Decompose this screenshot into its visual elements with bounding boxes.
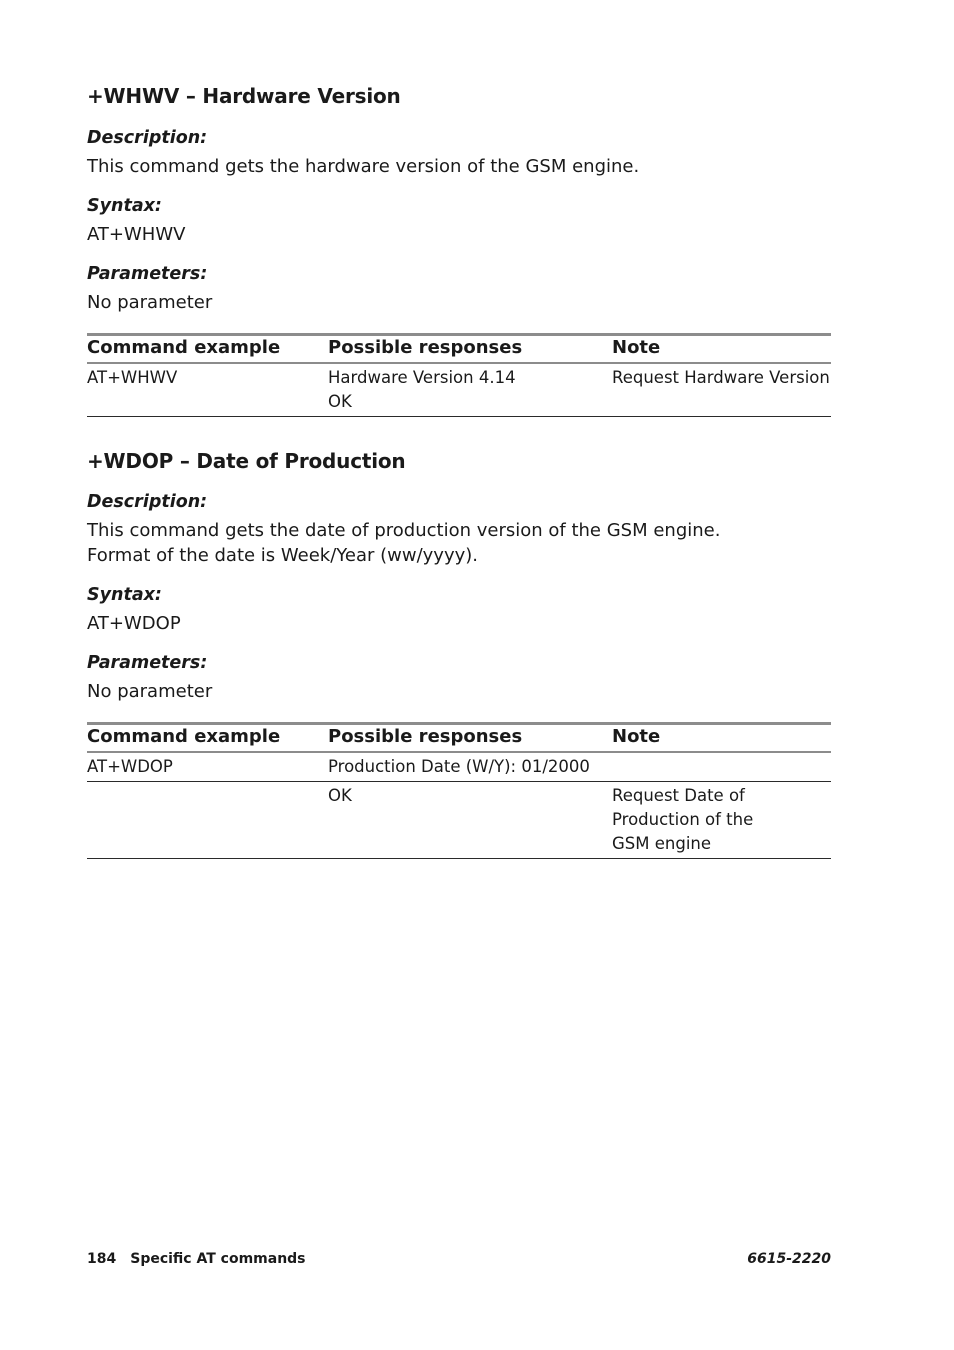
table-bottom-rule <box>87 416 831 417</box>
parameters-label: Parameters: <box>87 653 208 673</box>
description-text: This command gets the hardware version of the GSM engine. <box>87 156 640 177</box>
table-cell-response: OK <box>328 392 352 411</box>
table-cell-note: Request Hardware Version <box>612 368 830 387</box>
description-text: Format of the date is Week/Year (ww/yyyy). <box>87 545 478 566</box>
table-bottom-rule <box>87 858 831 859</box>
header-possible-responses: Possible responses <box>328 726 523 747</box>
section-title: +WHWV – Hardware Version <box>87 84 401 108</box>
table-cell-note: GSM engine <box>612 834 712 853</box>
table-top-rule <box>87 333 831 336</box>
table-header-rule <box>87 751 831 753</box>
syntax-label: Syntax: <box>87 585 162 605</box>
description-label: Description: <box>87 492 208 512</box>
parameters-label: Parameters: <box>87 264 208 284</box>
header-command-example: Command example <box>87 726 281 747</box>
table-cell-response: Production Date (W/Y): 01/2000 <box>328 757 590 776</box>
header-note: Note <box>612 337 661 358</box>
syntax-text: AT+WDOP <box>87 613 181 634</box>
page-number: 184 <box>87 1251 117 1267</box>
table-cell-response: OK <box>328 786 352 805</box>
parameters-text: No parameter <box>87 292 213 313</box>
table-cell-command: AT+WHWV <box>87 368 178 387</box>
syntax-label: Syntax: <box>87 196 162 216</box>
document-number: 6615-2220 <box>747 1251 831 1267</box>
syntax-text: AT+WHWV <box>87 224 186 245</box>
header-possible-responses: Possible responses <box>328 337 523 358</box>
table-cell-command: AT+WDOP <box>87 757 173 776</box>
table-cell-response: Hardware Version 4.14 <box>328 368 516 387</box>
page-footer-left <box>87 1251 306 1267</box>
section-title: +WDOP – Date of Production <box>87 449 406 473</box>
parameters-text: No parameter <box>87 681 213 702</box>
table-row-rule <box>87 781 831 782</box>
header-command-example: Command example <box>87 337 281 358</box>
table-top-rule <box>87 722 831 725</box>
table-cell-note: Production of the <box>612 810 754 829</box>
chapter-title: Specific AT commands <box>130 1251 306 1267</box>
header-note: Note <box>612 726 661 747</box>
description-label: Description: <box>87 128 208 148</box>
description-text: This command gets the date of production version of the GSM engine. <box>87 520 721 541</box>
table-header-rule <box>87 362 831 364</box>
table-cell-note: Request Date of <box>612 786 745 805</box>
